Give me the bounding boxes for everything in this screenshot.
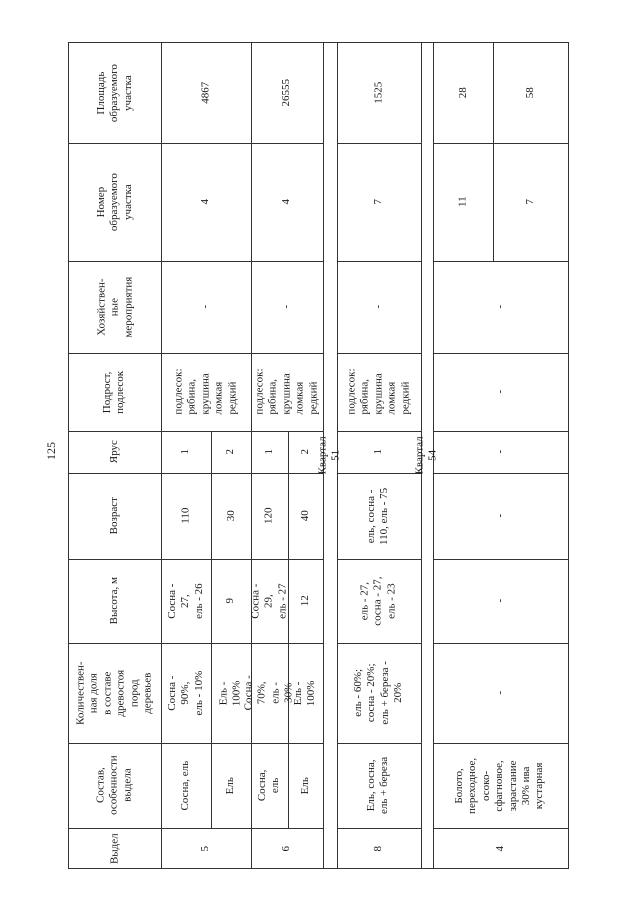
r4-nomer-a: 11 bbox=[456, 196, 469, 208]
r5-l1-vozrast: 110 bbox=[179, 507, 192, 525]
header-yarus: Ярус bbox=[108, 440, 121, 464]
r6-l2-vozrast: 40 bbox=[298, 510, 311, 522]
r5-meropriyatiya: - bbox=[199, 305, 212, 309]
r4-podrost: - bbox=[493, 390, 506, 394]
r6-l1-kolichestvo: Сосна - 70%, ель - 30% bbox=[242, 675, 295, 711]
r8-vysota: ель - 27, сосна - 27, ель - 23 bbox=[358, 576, 398, 626]
r4-vydel: 4 bbox=[493, 846, 506, 852]
r4-kolichestvo: - bbox=[493, 691, 506, 695]
r6-meropriyatiya: - bbox=[280, 305, 293, 309]
header-meropriyatiya: Хозяйствен- ные мероприятия bbox=[94, 276, 134, 338]
r5-l2-vysota: 9 bbox=[224, 598, 237, 604]
r5-podrost: подлесок: рябина, крушина ломкая редкий bbox=[172, 368, 239, 416]
r8-nomer: 7 bbox=[372, 199, 385, 205]
r5-l2-yarus: 2 bbox=[224, 449, 237, 455]
header-sostav: Состав, особенности выдела bbox=[94, 755, 134, 816]
r6-l1-vysota: Сосна - 29, ель - 27 bbox=[249, 583, 289, 619]
r4-meropriyatiya: - bbox=[493, 305, 506, 309]
r4-yarus: - bbox=[493, 450, 506, 454]
r6-ploshchad: 26555 bbox=[280, 79, 293, 107]
header-vysota: Высота, м bbox=[108, 577, 121, 625]
header-nomer: Номер образуемого участка bbox=[94, 172, 134, 232]
r4-nomer-b: 7 bbox=[523, 199, 536, 205]
r5-l1-kolichestvo: Сосна - 90%, ель - 10% bbox=[165, 670, 205, 716]
r4-vozrast: - bbox=[493, 514, 506, 518]
r6-l2-kolichestvo: Ель - 100% bbox=[292, 680, 318, 706]
r5-l2-kolichestvo: Ель - 100% bbox=[217, 680, 243, 706]
page-number: 125 bbox=[44, 442, 58, 460]
r6-l1-sostav: Сосна, ель bbox=[256, 769, 282, 802]
r8-kolichestvo: ель - 60%; сосна - 20%; ель + береза - 20% bbox=[352, 661, 405, 725]
r5-nomer: 4 bbox=[199, 199, 212, 205]
header-vydel: Выдел bbox=[108, 833, 121, 865]
header-vozrast: Возраст bbox=[108, 497, 121, 535]
r5-l2-vozrast: 30 bbox=[224, 510, 237, 522]
r6-nomer: 4 bbox=[280, 199, 293, 205]
r5-l1-vysota: Сосна - 27, ель - 26 bbox=[165, 583, 205, 619]
forest-table bbox=[68, 42, 569, 869]
r4-vysota: - bbox=[493, 599, 506, 603]
r5-l2-sostav: Ель bbox=[224, 776, 237, 795]
r8-meropriyatiya: - bbox=[372, 305, 385, 309]
r6-l1-yarus: 1 bbox=[262, 449, 275, 455]
r4-ploshchad-b: 58 bbox=[523, 87, 536, 99]
r8-vydel: 8 bbox=[372, 846, 385, 852]
kvartal-54-band: Квартал 54 bbox=[413, 436, 440, 475]
r6-podrost: подлесок: рябина, крушина ломкая редкий bbox=[253, 368, 320, 416]
r5-vydel: 5 bbox=[199, 846, 212, 852]
kvartal-51-band: Квартал 51 bbox=[316, 436, 343, 475]
r6-l2-sostav: Ель bbox=[298, 776, 311, 795]
r6-l2-vysota: 12 bbox=[298, 595, 311, 607]
r8-ploshchad: 1525 bbox=[372, 82, 385, 104]
r8-yarus: 1 bbox=[372, 449, 385, 455]
r5-l1-yarus: 1 bbox=[179, 449, 192, 455]
r6-vydel: 6 bbox=[280, 846, 293, 852]
header-ploshchad: Площадь образуемого участка bbox=[94, 63, 134, 123]
r5-ploshchad: 4867 bbox=[199, 82, 212, 104]
r8-podrost: подлесок: рябина, крушина ломкая редкий bbox=[345, 368, 412, 416]
r4-sostav: Болото, переходное, осоко- сфагновое, зарастание 30% ива кустарная bbox=[453, 757, 547, 814]
header-kolichestvo: Количествен- ная доля в составе древостоя пород деревьев bbox=[74, 661, 154, 725]
r5-l1-sostav: Сосна, ель bbox=[179, 760, 192, 811]
r6-l2-yarus: 2 bbox=[298, 449, 311, 455]
r8-sostav: Ель, сосна, ель + береза bbox=[365, 756, 391, 815]
r8-vozrast: ель, сосна - 110, ель - 75 bbox=[365, 487, 391, 545]
r4-ploshchad-a: 28 bbox=[456, 87, 469, 99]
r6-l1-vozrast: 120 bbox=[262, 507, 275, 525]
header-podrost: Подрост, подлесок bbox=[101, 370, 127, 414]
